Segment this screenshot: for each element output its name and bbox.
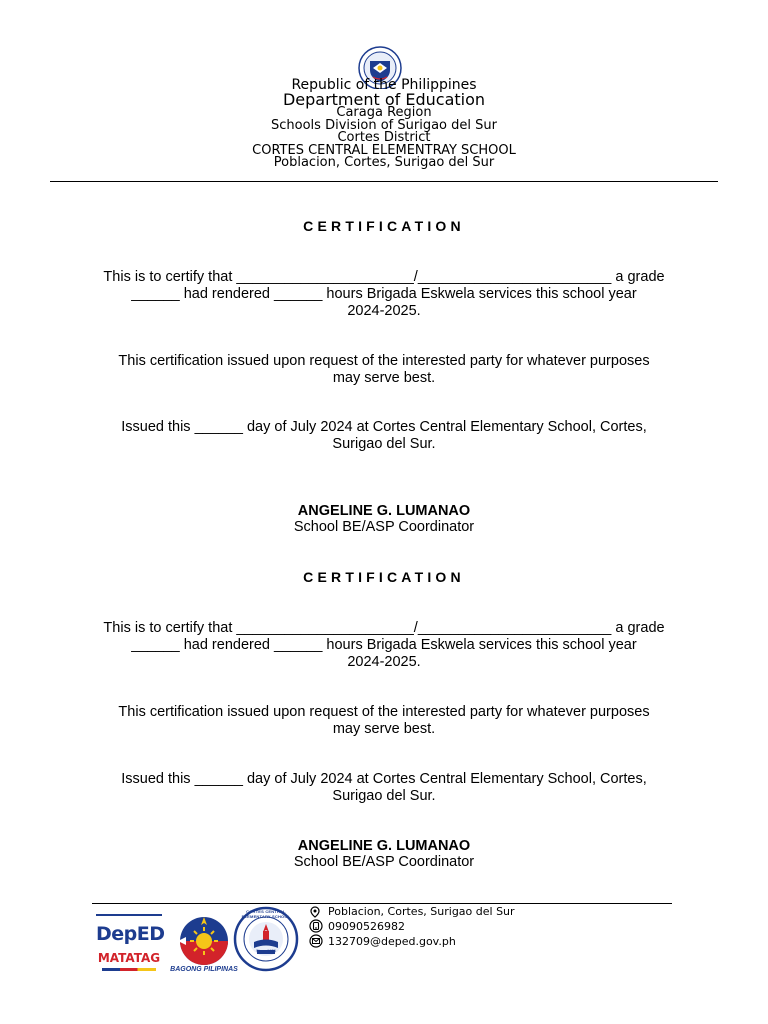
signatory-name: ANGELINE G. LUMANAO	[297, 838, 471, 854]
school-seal-text: CORTES CENTRAL ELEMENTARY SCHOOL	[241, 909, 291, 919]
certify-paragraph	[88, 269, 680, 320]
certify-line: This is to certify that ______________________/________________________ a grade	[103, 620, 665, 636]
footer-rule	[92, 903, 672, 904]
logo-stripe	[102, 968, 156, 971]
certify-paragraph	[88, 620, 680, 671]
signatory-role: School BE/ASP Coordinator	[293, 854, 475, 870]
issued-line: Surigao del Sur.	[332, 788, 436, 804]
purpose-paragraph	[88, 704, 680, 738]
bagong-pilipinas-text: BAGONG PILIPINAS	[170, 966, 238, 973]
location-icon	[309, 906, 321, 918]
issued-line: Surigao del Sur.	[332, 436, 436, 452]
certify-line: ______ had rendered ______ hours Brigada Eskwela services this school year	[131, 637, 637, 653]
email-icon	[309, 934, 323, 948]
header-rule	[50, 181, 718, 182]
purpose-line: This certification issued upon request of the interested party for whatever purposes	[118, 353, 650, 369]
deped-wordmark: DepED	[96, 923, 165, 945]
purpose-line: may serve best.	[332, 721, 436, 737]
issued-paragraph	[88, 771, 680, 805]
header-district: Cortes District	[337, 130, 431, 145]
signatory-role: School BE/ASP Coordinator	[293, 519, 475, 535]
footer-phone: 09090526982	[328, 920, 405, 933]
certify-line: 2024-2025.	[347, 303, 421, 319]
header-department: Department of Education	[282, 90, 486, 109]
certify-line: 2024-2025.	[347, 654, 421, 670]
issued-line: Issued this ______ day of July 2024 at Cortes Central Elementary School, Cortes,	[121, 771, 647, 787]
header-region: Caraga Region	[336, 105, 432, 120]
signatory-name: ANGELINE G. LUMANAO	[297, 503, 471, 519]
purpose-paragraph	[88, 353, 680, 387]
certify-line: This is to certify that ______________________/________________________ a grade	[103, 269, 665, 285]
matatag-wordmark: MATATAG	[97, 951, 161, 965]
footer-email: 132709@deped.gov.ph	[328, 935, 456, 948]
bagong-pilipinas-logo-icon	[174, 911, 234, 967]
certificate-title: CERTIFICATION	[303, 218, 465, 234]
logo-bar	[96, 914, 162, 916]
school-seal-since: Since 1926	[255, 948, 276, 953]
header-republic: Republic of the Philippines	[291, 77, 477, 93]
footer-address: Poblacion, Cortes, Surigao del Sur	[328, 905, 515, 918]
phone-icon	[309, 919, 323, 933]
header-school: CORTES CENTRAL ELEMENTRAY SCHOOL	[252, 143, 516, 158]
purpose-line: may serve best.	[332, 370, 436, 386]
purpose-line: This certification issued upon request of the interested party for whatever purposes	[118, 704, 650, 720]
header-division: Schools Division of Surigao del Sur	[271, 118, 497, 133]
header-address: Poblacion, Cortes, Surigao del Sur	[273, 155, 495, 170]
issued-line: Issued this ______ day of July 2024 at Cortes Central Elementary School, Cortes,	[121, 419, 647, 435]
certify-line: ______ had rendered ______ hours Brigada Eskwela services this school year	[131, 286, 637, 302]
deped-matatag-logo	[96, 914, 165, 976]
certificate-title: CERTIFICATION	[303, 569, 465, 585]
issued-paragraph	[88, 419, 680, 453]
